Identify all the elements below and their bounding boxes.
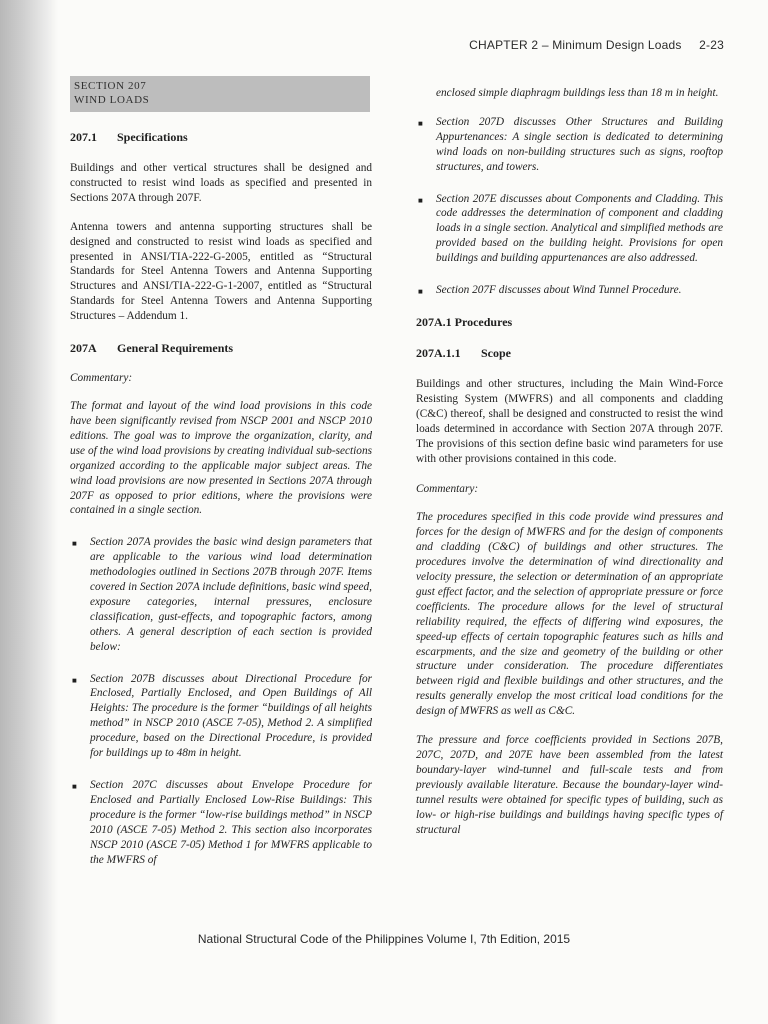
paragraph-antenna: Antenna towers and antenna supporting structures shall be designed and constructed to resist wind loads as specified and presented in ANSI/TIA-222-G-2005, entitled as “Structural Standards for Steel Antenna Towers and Antenna Supporting Structures and ANSI/TIA-222-G-1-2007, entitled as “Structural Standards for Steel Antenna Towers and Antenna Supporting Structures – Addendum 1. (70, 220, 372, 323)
heading-number: 207A.1.1 (416, 345, 461, 360)
heading-207A (70, 341, 372, 356)
section-bullet-list (416, 115, 723, 298)
section-banner (70, 76, 370, 112)
bullet-icon: ■ (72, 782, 77, 791)
section-number: SECTION 207 (74, 80, 147, 92)
list-item: ■ Section 207C discusses about Envelope Procedure for Enclosed and Partially Enclosed Low-Rise Buildings: This procedure is the former “low-rise buildings method” in NSCP 2010 (ASCE 7-05) Method 2. This section also incorporates NSCP 2010 (ASCE 7-05) Method 1 for MWFRS applicable to the MWFRS of (72, 779, 372, 866)
bullet-continuation: enclosed simple diaphragm buildings less than 18 m in height. (436, 87, 719, 99)
commentary-paragraph: The procedures specified in this code provide wind pressures and forces for the design of MWFRS and for the design of components and cladding (C&C) of buildings and other structures. The procedures involve the determination of wind directionality and velocity pressure, the selection or determination of an appropriate gust effect factor, and the selection of appropriate pressure or force coefficients. The procedure allows for the level of structural reliability required, the effects of differing wind exposures, the speed-up effects of certain topographic features such as hills and escarpments, and the size and geometry of the building or other structure under consideration. The procedure differentiates between rigid and flexible buildings and other structures, and the results generally envelop the most critical load conditions for the design of MWFRS as well as C&C. (416, 511, 723, 718)
right-column (416, 86, 723, 837)
list-item: ■ Section 207A provides the basic wind design parameters that are applicable to the various wind load determination methodologies outlined in Sections 207B through 207F. Items covered in Section 207A include definitions, basic wind speed, exposure categories, internal pressures, enclosure classification, gust-effects, and topographic factors, among others. A general description of each section is provided below: (72, 536, 372, 653)
section-bullet-list (70, 535, 372, 867)
heading-title: General Requirements (117, 341, 234, 356)
heading-number: 207.1 (70, 130, 97, 144)
heading-207A-1-1 (416, 346, 723, 361)
heading-207A-1: 207A.1 Procedures (416, 314, 513, 329)
heading-207-1 (70, 130, 372, 145)
binding-shadow (0, 0, 58, 1024)
section-title: WIND LOADS (74, 94, 150, 106)
paragraph-specifications: Buildings and other vertical structures shall be designed and constructed to resist wind loads as specified and presented in Sections 207A through 207F. (70, 162, 372, 204)
chapter-title: CHAPTER 2 – Minimum Design Loads (469, 38, 682, 52)
paragraph-scope: Buildings and other structures, including the Main Wind-Force Resisting System (MWFRS) and all components and cladding (C&C) thereof, shall be designed and constructed to resist the wind loads determined in accordance with Section 207A through 207F. The provisions of this section define basic wind parameters for use with other provisions contained in this code. (416, 377, 723, 465)
heading-number: 207A (70, 341, 97, 356)
commentary-label: Commentary: (416, 483, 479, 496)
list-item: ■ Section 207D discusses Other Structures and Building Appurtenances: A single section is dedicated to determining wind loads on non-building structures such as signs, rooftop structures, and towers. (418, 115, 723, 173)
bullet-icon: ■ (418, 287, 423, 297)
heading-title: Scope (481, 345, 511, 360)
bullet-icon: ■ (418, 195, 423, 205)
list-item: ■ Section 207B discusses about Directional Procedure for Enclosed, Partially Enclosed, and Open Buildings of All Heights: The procedure is the former “buildings of all heights method” in NSCP 2010 (ASCE 7-05), Method 2. A simplified procedure, based on the Directional Procedure, is provided for buildings up to 48m in height. (72, 672, 372, 760)
heading-title: Specifications (117, 130, 188, 144)
commentary-label: Commentary: (70, 372, 133, 385)
list-item: ■ Section 207F discusses about Wind Tunnel Procedure. (416, 283, 723, 298)
page-footer: National Structural Code of the Philippines Volume I, 7th Edition, 2015 (197, 932, 571, 946)
left-column (70, 76, 372, 884)
running-header (469, 38, 724, 52)
page-number: 2-23 (699, 38, 724, 52)
list-item: ■ Section 207E discusses about Components and Cladding. This code addresses the determination of component and cladding loads in a single section. Analytical and simplified methods are provided based on the building height. Provisions for open buildings and building appurtenances are also addressed. (418, 192, 723, 265)
commentary-paragraph: The format and layout of the wind load provisions in this code have been significantly revised from NSCP 2001 and NSCP 2010 editions. The goal was to improve the organization, clarity, and use of the wind load provisions by creating individual sub-sections organized according to the applicable major subject areas. The wind load provisions are now presented in Sections 207A through 207F as opposed to prior editions, where the provisions were contained in a single section. (70, 400, 372, 517)
bullet-icon: ■ (418, 118, 423, 128)
commentary-paragraph: The pressure and force coefficients provided in Sections 207B, 207C, 207D, and 207E have been assembled from the latest boundary-layer wind-tunnel and full-scale tests and from previously available literature. Because the boundary-layer wind-tunnel results were obtained for specific types of building, such as low- or high-rise buildings and buildings having specific types of structural (416, 734, 723, 836)
bullet-icon: ■ (72, 675, 77, 685)
bullet-icon: ■ (72, 539, 77, 549)
